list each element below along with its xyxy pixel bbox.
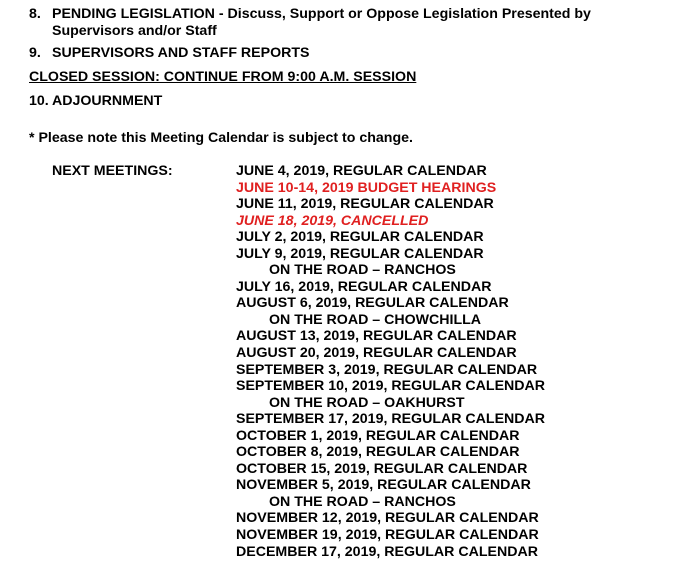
meeting-entry: SEPTEMBER 10, 2019, REGULAR CALENDAR	[236, 378, 546, 395]
meeting-entry: NOVEMBER 19, 2019, REGULAR CALENDAR	[236, 527, 539, 544]
on-the-road-entry: ON THE ROAD – OAKHURST	[269, 394, 465, 411]
meeting-entry: DECEMBER 17, 2019, REGULAR CALENDAR	[236, 543, 538, 560]
closed-session-heading: CLOSED SESSION: CONTINUE FROM 9:00 A.M. SESSION	[29, 69, 417, 85]
meeting-entry: JULY 16, 2019, REGULAR CALENDAR	[236, 278, 492, 295]
agenda-item-number: 8.	[29, 6, 41, 22]
meeting-entry: SEPTEMBER 17, 2019, REGULAR CALENDAR	[236, 411, 546, 428]
meeting-entry: NOVEMBER 5, 2019, REGULAR CALENDAR	[236, 477, 531, 494]
meeting-entry: AUGUST 20, 2019, REGULAR CALENDAR	[236, 345, 517, 362]
agenda-item-number: 10.	[29, 93, 49, 109]
meeting-entry: AUGUST 6, 2019, REGULAR CALENDAR	[236, 295, 509, 312]
agenda-item-text: SUPERVISORS AND STAFF REPORTS	[52, 45, 310, 61]
meeting-entry: OCTOBER 15, 2019, REGULAR CALENDAR	[236, 460, 528, 477]
agenda-item-9	[29, 45, 310, 62]
meeting-entry: JULY 2, 2019, REGULAR CALENDAR	[236, 229, 484, 246]
meeting-entry: NOVEMBER 12, 2019, REGULAR CALENDAR	[236, 510, 539, 527]
on-the-road-entry: ON THE ROAD – RANCHOS	[269, 493, 456, 510]
on-the-road-entry: ON THE ROAD – RANCHOS	[269, 262, 456, 279]
meeting-entry: JUNE 4, 2019, REGULAR CALENDAR	[236, 163, 487, 179]
meeting-entry: OCTOBER 1, 2019, REGULAR CALENDAR	[236, 427, 520, 444]
agenda-item-text: PENDING LEGISLATION - Discuss, Support or Oppose Legislation Presented by Supervisors and/or Staff	[52, 6, 591, 39]
meeting-entry: OCTOBER 8, 2019, REGULAR CALENDAR	[236, 444, 520, 461]
meeting-entry: SEPTEMBER 3, 2019, REGULAR CALENDAR	[236, 361, 538, 378]
meeting-entry-budget-hearings: JUNE 10-14, 2019 BUDGET HEARINGS	[236, 179, 497, 196]
agenda-item-number: 9.	[29, 45, 41, 61]
meeting-entry: JUNE 11, 2019, REGULAR CALENDAR	[236, 196, 494, 213]
next-meetings-label: NEXT MEETINGS:	[52, 163, 173, 179]
meeting-entry: JULY 9, 2019, REGULAR CALENDAR	[236, 245, 484, 262]
agenda-item-8	[29, 6, 652, 40]
meeting-entry-cancelled: JUNE 18, 2019, CANCELLED	[236, 212, 429, 229]
agenda-item-text: ADJOURNMENT	[52, 93, 163, 109]
meeting-entry: AUGUST 13, 2019, REGULAR CALENDAR	[236, 328, 517, 345]
agenda-item-10	[29, 93, 162, 110]
on-the-road-entry: ON THE ROAD – CHOWCHILLA	[269, 311, 482, 328]
calendar-change-note: * Please note this Meeting Calendar is subject to change.	[29, 130, 413, 146]
next-meetings-list	[236, 163, 545, 560]
